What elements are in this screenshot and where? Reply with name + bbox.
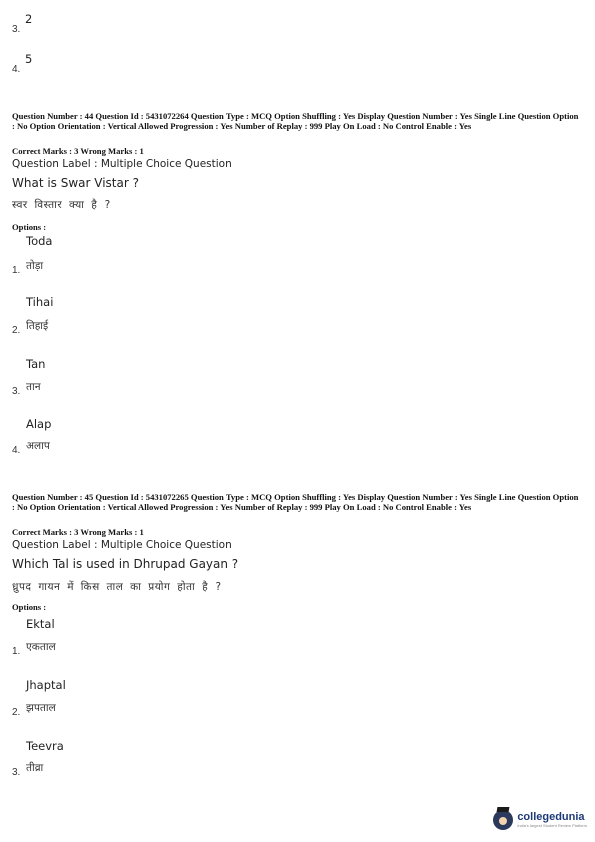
q44-question-text-hindi: स्वर विस्तार क्या है ? xyxy=(12,199,111,211)
option-text: Alap xyxy=(26,417,52,431)
collegedunia-logo xyxy=(493,810,587,830)
option-number: 4. xyxy=(12,445,21,456)
option-text-hindi: तीव्रा xyxy=(26,762,44,774)
option-text-hindi: तिहाई xyxy=(26,320,49,332)
q45-options-label: Options : xyxy=(12,602,47,612)
option-number: 3. xyxy=(12,386,21,397)
option-text: Ektal xyxy=(26,617,55,631)
option-text-hindi: अलाप xyxy=(26,440,50,452)
q45-option-3[interactable] xyxy=(12,739,132,785)
option-number: 3. xyxy=(12,24,21,35)
option-text: Teevra xyxy=(26,739,64,753)
option-number: 4. xyxy=(12,64,21,75)
option-text: Jhaptal xyxy=(26,678,66,692)
q45-question-text-hindi: ध्रुपद गायन में किस ताल का प्रयोग होता है ? xyxy=(12,581,222,593)
q45-question-text: Which Tal is used in Dhrupad Gayan ? xyxy=(12,557,239,571)
prev-option-3 xyxy=(12,10,72,40)
q45-option-2[interactable] xyxy=(12,678,132,724)
option-number: 2. xyxy=(12,707,21,718)
q44-marks: Correct Marks : 3 Wrong Marks : 1 xyxy=(12,146,144,156)
option-number: 1. xyxy=(12,646,21,657)
option-number: 3. xyxy=(12,767,21,778)
q44-question-label: Question Label : Multiple Choice Question xyxy=(12,158,232,170)
q44-option-3[interactable] xyxy=(12,357,132,403)
option-value: 5 xyxy=(25,52,33,66)
q44-option-2[interactable] xyxy=(12,295,132,341)
option-number: 1. xyxy=(12,265,21,276)
option-text-hindi: एकताल xyxy=(26,641,56,653)
option-text: Tihai xyxy=(26,295,54,309)
option-text-hindi: झपताल xyxy=(26,702,56,714)
q44-question-text: What is Swar Vistar ? xyxy=(12,176,139,190)
option-value: 2 xyxy=(25,12,33,26)
q44-meta: Question Number : 44 Question Id : 5431072264 Question Type : MCQ Option Shuffling : Yes Display Question Number : Yes Single Line Question Option : No Option Orientation : Vertical Allowed Progression : Yes Number of Replay : 999 Play On Load : No Control Enable : Yes xyxy=(12,111,579,131)
q44-option-1[interactable] xyxy=(12,234,132,280)
mascot-icon xyxy=(493,810,513,830)
q45-option-1[interactable] xyxy=(12,617,132,663)
logo-tagline: India's largest Student Review Platform xyxy=(517,823,587,828)
option-text-hindi: तान xyxy=(26,381,41,393)
option-text-hindi: तोड़ा xyxy=(26,260,44,272)
logo-name: collegedunia xyxy=(517,811,585,823)
q44-option-4[interactable] xyxy=(12,417,132,463)
option-text: Tan xyxy=(26,357,46,371)
option-number: 2. xyxy=(12,325,21,336)
prev-option-4 xyxy=(12,52,72,82)
q45-marks: Correct Marks : 3 Wrong Marks : 1 xyxy=(12,527,144,537)
q44-options-label: Options : xyxy=(12,222,47,232)
logo-text-group xyxy=(517,812,587,828)
q45-meta: Question Number : 45 Question Id : 5431072265 Question Type : MCQ Option Shuffling : Yes Display Question Number : Yes Single Line Question Option : No Option Orientation : Vertical Allowed Progression : Yes Number of Replay : 999 Play On Load : No Control Enable : Yes xyxy=(12,492,579,512)
q45-question-label: Question Label : Multiple Choice Question xyxy=(12,539,232,551)
option-text: Toda xyxy=(26,234,53,248)
